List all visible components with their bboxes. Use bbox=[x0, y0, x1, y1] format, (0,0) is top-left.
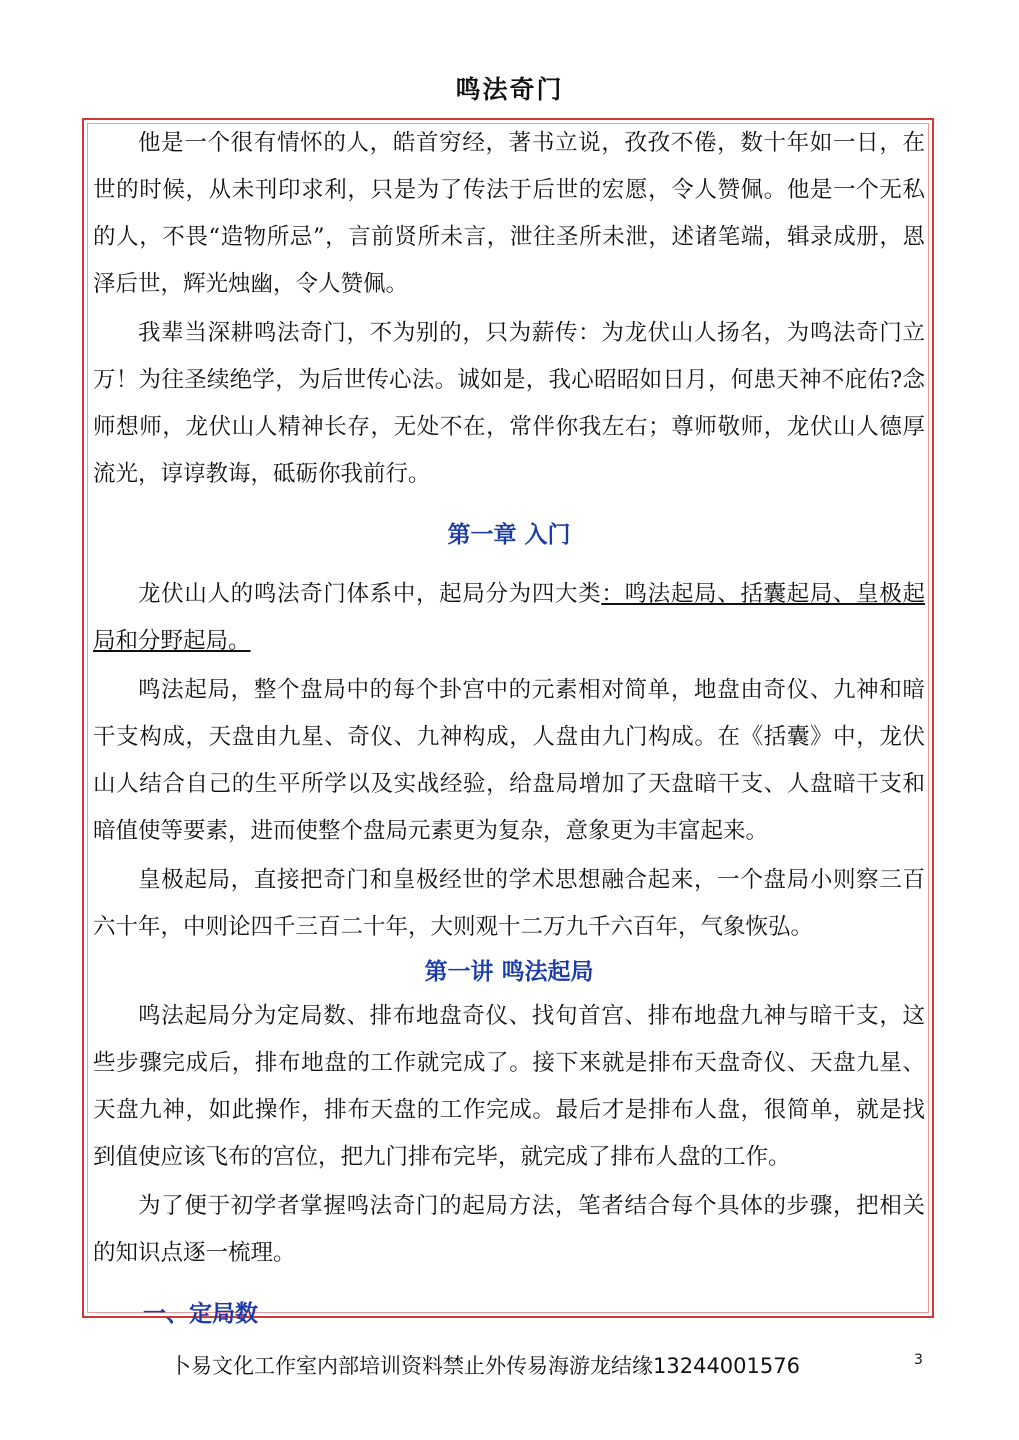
paragraph-7: 为了便于初学者掌握鸣法奇门的起局方法，笔者结合每个具体的步骤，把相关的知识点逐一梳理。 bbox=[93, 1193, 925, 1266]
footer-text: 卜易文化工作室内部培训资料禁止外传易海游龙结缘13244001576 bbox=[170, 1354, 800, 1378]
paragraph-5: 皇极起局，直接把奇门和皇极经世的学术思想融合起来，一个盘局小则察三百六十年，中则论四千三百二十年，大则观十二万九千六百年，气象恢弘。 bbox=[93, 867, 925, 940]
paragraph-6: 鸣法起局分为定局数、排布地盘奇仪、找旬首宫、排布地盘九神与暗干支，这些步骤完成后，排布地盘的工作就完成了。接下来就是排布天盘奇仪、天盘九星、天盘九神，如此操作，排布天盘的工作完成。最后才是排布人盘，很简单，就是找到值使应该飞布的宫位，把九门排布完毕，就完成了排布人盘的工作。 bbox=[93, 1003, 925, 1170]
paragraph-1: 他是一个很有情怀的人，皓首穷经，著书立说，孜孜不倦，数十年如一日，在世的时候，从未刊印求利，只是为了传法于后世的宏愿，令人赞佩。他是一个无私的人，不畏“造物所忌”，言前贤所未言，泄往圣所未泄，述诸笔端，辑录成册，恩泽后世，辉光烛幽，令人赞佩。 bbox=[93, 130, 925, 297]
page-number: 3 bbox=[914, 1352, 923, 1368]
paragraph-2: 我辈当深耕鸣法奇门，不为别的，只为薪传：为龙伏山人扬名，为鸣法奇门立万！为往圣续绝学，为后世传心法。诚如是，我心昭昭如日月，何患天神不庇佑?念师想师，龙伏山人精神长存，无处不在，常伴你我左右；尊师敬师，龙伏山人德厚流光，谆谆教诲，砥砺你我前行。 bbox=[93, 320, 925, 487]
lecture-title: 第一讲 鸣法起局 bbox=[424, 959, 594, 985]
chapter-title: 第一章 入门 bbox=[447, 522, 571, 548]
paragraph-3-lead: 龙伏山人的鸣法奇门体系中，起局分为四大类 bbox=[138, 581, 602, 607]
document-body bbox=[93, 120, 925, 1338]
section-title: 一、定局数 bbox=[143, 1301, 258, 1327]
paragraph-3-underlined: ：鸣法起局、括囊起局、皇极起局和分野起局。 bbox=[93, 581, 925, 654]
paragraph-4: 鸣法起局，整个盘局中的每个卦宫中的元素相对简单，地盘由奇仪、九神和暗干支构成，天盘由九星、奇仪、九神构成，人盘由九门构成。在《括囊》中，龙伏山人结合自己的生平所学以及实战经验，给盘局增加了天盘暗干支、人盘暗干支和暗值使等要素，进而使整个盘局元素更为复杂，意象更为丰富起来。 bbox=[93, 677, 925, 844]
paragraph-3 bbox=[93, 571, 925, 665]
page-title: 鸣法奇门 bbox=[455, 75, 564, 104]
